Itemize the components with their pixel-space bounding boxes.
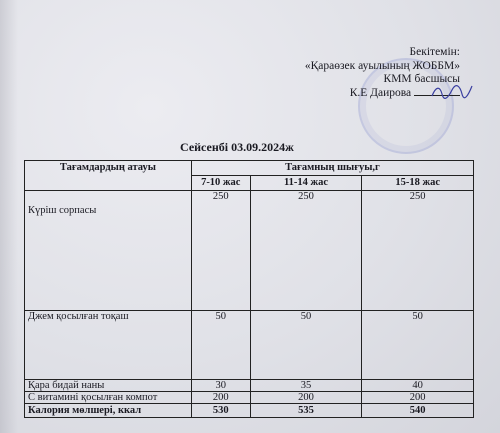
portion-value: 250 <box>250 191 362 311</box>
approver-name: К.Е Даирова <box>349 86 412 99</box>
total-value: 535 <box>250 404 362 418</box>
portion-value: 30 <box>191 380 250 392</box>
total-label: Калория мөлшері, ккал <box>25 404 192 418</box>
total-value: 530 <box>191 404 250 418</box>
table-header-row <box>25 161 474 176</box>
portion-value: 35 <box>250 380 362 392</box>
menu-table <box>24 160 474 418</box>
portion-value: 200 <box>191 392 250 404</box>
approval-line-3: КММ басшысы <box>383 73 460 85</box>
portion-value: 50 <box>362 311 474 380</box>
table-row <box>25 311 474 380</box>
table-row <box>25 392 474 404</box>
page-fold-shadow <box>0 0 18 433</box>
total-value: 540 <box>362 404 474 418</box>
dish-name: С витамині қосылған компот <box>25 392 192 404</box>
portion-value: 50 <box>250 311 362 380</box>
menu-date-title: Сейсенбі 03.09.2024ж <box>180 140 294 154</box>
table-row <box>25 380 474 392</box>
portion-value: 40 <box>362 380 474 392</box>
approval-line-1: Бекітемін: <box>409 46 460 58</box>
age-group-header: 7-10 жас <box>191 176 250 191</box>
age-group-header: 15-18 жас <box>362 176 474 191</box>
header-yield: Тағамның шығуы,г <box>191 161 473 176</box>
header-dish-name: Тағамдардың атауы <box>25 161 192 191</box>
age-group-header: 11-14 жас <box>250 176 362 191</box>
total-row <box>25 404 474 418</box>
portion-value: 250 <box>362 191 474 311</box>
handwritten-signature <box>430 82 474 102</box>
portion-value: 250 <box>191 191 250 311</box>
dish-name: Джем қосылған тоқаш <box>25 311 192 380</box>
portion-value: 200 <box>362 392 474 404</box>
table-row <box>25 191 474 311</box>
dish-name: Күріш сорпасы <box>25 191 192 311</box>
dish-name: Қара бидай наны <box>25 380 192 392</box>
approval-line-2: «Қараөзек ауылының ЖОББМ» <box>304 59 460 72</box>
portion-value: 50 <box>191 311 250 380</box>
portion-value: 200 <box>250 392 362 404</box>
